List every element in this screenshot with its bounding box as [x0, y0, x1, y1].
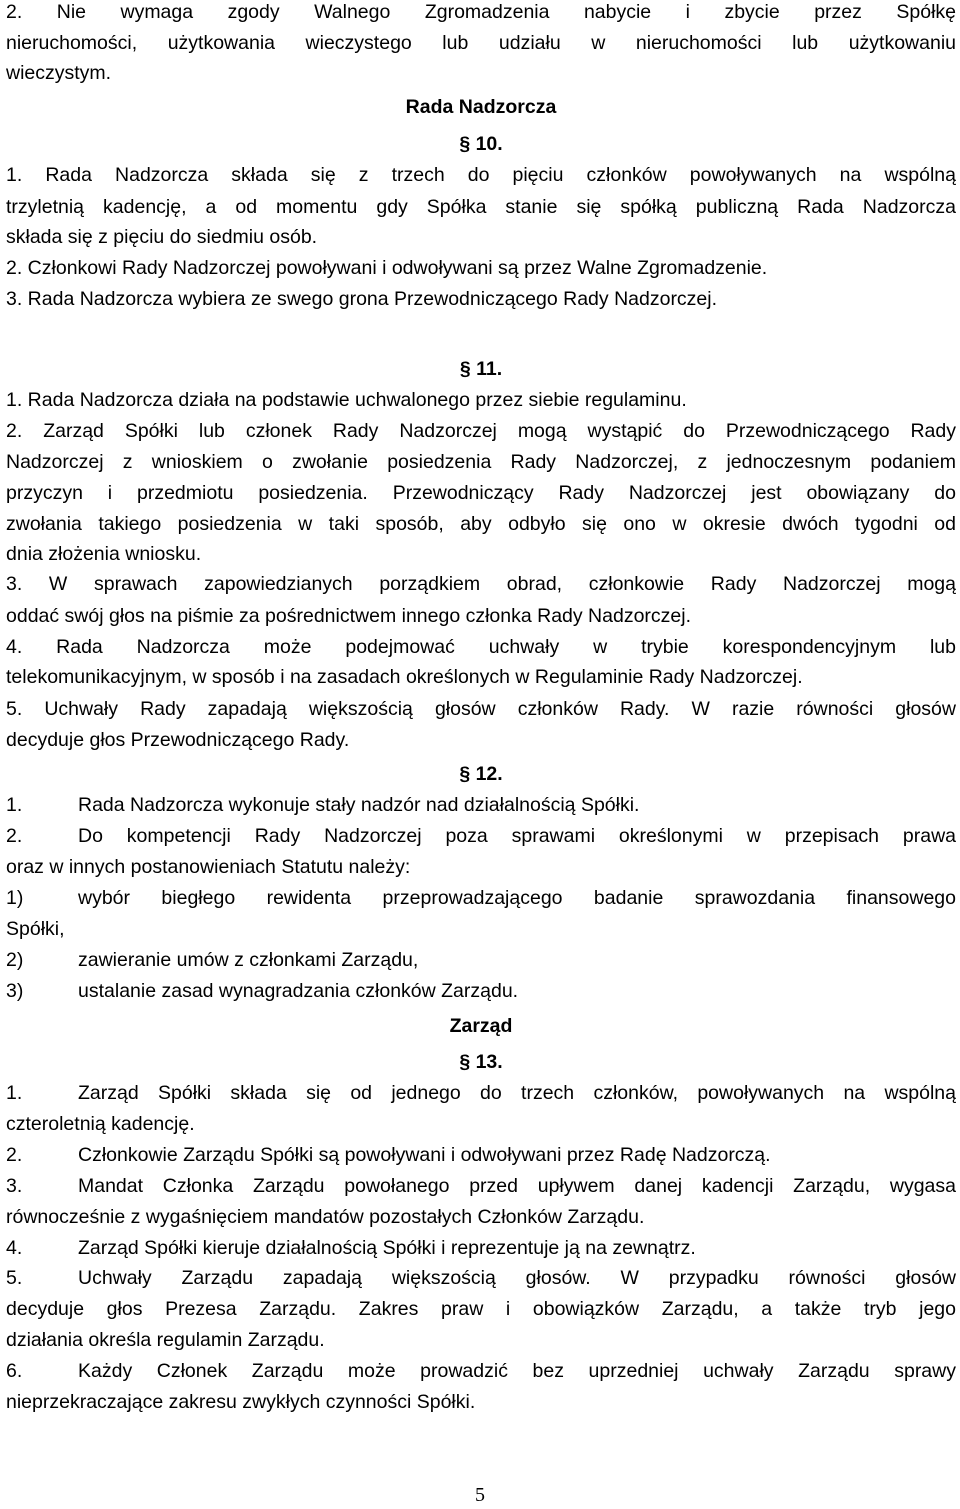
- paragraph-line: nieruchomości, użytkowania wieczystego lub udziału w nieruchomości lub użytkowaniu: [6, 32, 956, 54]
- list-number: 1.: [6, 794, 23, 816]
- list-text: Zarząd Spółki kieruje działalnością Spółki i reprezentuje ją na zewnątrz.: [78, 1237, 696, 1259]
- list-text: wybór biegłego rewidenta przeprowadzającego badanie sprawozdania finansowego: [78, 887, 956, 909]
- paragraph-line: składa się z pięciu do siedmiu osób.: [6, 226, 318, 248]
- paragraph-line: dnia złożenia wniosku.: [6, 543, 202, 565]
- paragraph-line: czteroletnią kadencję.: [6, 1113, 195, 1135]
- paragraph-line: oddać swój głos na piśmie za pośrednictwem innego członka Rady Nadzorczej.: [6, 605, 692, 627]
- list-number: 3.: [6, 1175, 23, 1197]
- list-text: Uchwały Zarządu zapadają większością głosów. W przypadku równości głosów: [78, 1267, 956, 1289]
- list-text: Każdy Członek Zarządu może prowadzić bez uprzedniej uchwały Zarządu sprawy: [78, 1360, 956, 1382]
- list-number: 5.: [6, 1267, 23, 1289]
- paragraph-line: 3. W sprawach zapowiedzianych porządkiem obrad, członkowie Rady Nadzorczej mogą: [6, 573, 956, 595]
- section-heading-zarzad: Zarząd: [449, 1015, 513, 1037]
- paragraph-line: decyduje głos Prezesa Zarządu. Zakres praw i obowiązków Zarządu, a także tryb jego: [6, 1298, 956, 1320]
- paragraph-line: równocześnie z wygaśnięciem mandatów pozostałych Członków Zarządu.: [6, 1206, 645, 1228]
- paragraph-line: wieczystym.: [6, 62, 112, 84]
- paragraph-line: 2. Zarząd Spółki lub członek Rady Nadzorczej mogą wystąpić do Przewodniczącego Rady: [6, 420, 956, 442]
- section-number-12: § 12.: [459, 763, 503, 785]
- list-number: 3): [6, 980, 24, 1002]
- list-number: 4.: [6, 1237, 23, 1259]
- paragraph-line: 2. Nie wymaga zgody Walnego Zgromadzenia nabycie i zbycie przez Spółkę: [6, 1, 956, 23]
- list-number: 2): [6, 949, 24, 971]
- section-heading-rada: Rada Nadzorcza: [405, 96, 557, 118]
- paragraph-line: 5. Uchwały Rady zapadają większością głosów członków Rady. W razie równości głosów: [6, 698, 956, 720]
- list-text: Członkowie Zarządu Spółki są powoływani i odwoływani przez Radę Nadzorczą.: [78, 1144, 771, 1166]
- paragraph-line: 1. Rada Nadzorcza działa na podstawie uchwalonego przez siebie regulaminu.: [6, 389, 687, 411]
- section-number-10: § 10.: [459, 133, 503, 155]
- list-text: Zarząd Spółki składa się od jednego do trzech członków, powoływanych na wspólną: [78, 1082, 956, 1104]
- paragraph-line: działania określa regulamin Zarządu.: [6, 1329, 325, 1351]
- paragraph-line: 1. Rada Nadzorcza składa się z trzech do pięciu członków powoływanych na wspólną: [6, 164, 956, 186]
- paragraph-line: Nadzorczej z wnioskiem o zwołanie posiedzenia Rady Nadzorczej, z jednoczesnym podaniem: [6, 451, 956, 473]
- page-number: 5: [475, 1484, 485, 1506]
- paragraph-line: nieprzekraczające zakresu zwykłych czynności Spółki.: [6, 1391, 476, 1413]
- list-number: 1): [6, 887, 24, 909]
- list-number: 6.: [6, 1360, 23, 1382]
- paragraph-line: 4. Rada Nadzorcza może podejmować uchwały w trybie korespondencyjnym lub: [6, 636, 956, 658]
- list-text: Mandat Członka Zarządu powołanego przed upływem danej kadencji Zarządu, wygasa: [78, 1175, 956, 1197]
- list-text: zawieranie umów z członkami Zarządu,: [78, 949, 419, 971]
- section-number-11: § 11.: [459, 358, 503, 380]
- paragraph-line: zwołania takiego posiedzenia w taki sposób, aby odbyło się ono w okresie dwóch tygodni od: [6, 513, 956, 535]
- section-number-13: § 13.: [459, 1051, 503, 1073]
- paragraph-line: 2. Członkowi Rady Nadzorczej powoływani i odwoływani są przez Walne Zgromadzenie.: [6, 257, 768, 279]
- paragraph-line: trzyletnią kadencję, a od momentu gdy Spółka stanie się spółką publiczną Rada Nadzorcza: [6, 196, 956, 218]
- list-number: 1.: [6, 1082, 23, 1104]
- paragraph-line: 3. Rada Nadzorcza wybiera ze swego grona Przewodniczącego Rady Nadzorczej.: [6, 288, 718, 310]
- paragraph-line: przyczyn i przedmiotu posiedzenia. Przewodniczący Rady Nadzorczej jest obowiązany do: [6, 482, 956, 504]
- list-text: Do kompetencji Rady Nadzorczej poza sprawami określonymi w przepisach prawa: [78, 825, 956, 847]
- paragraph-line: oraz w innych postanowieniach Statutu należy:: [6, 856, 411, 878]
- list-number: 2.: [6, 825, 23, 847]
- list-text: ustalanie zasad wynagradzania członków Zarządu.: [78, 980, 519, 1002]
- paragraph-line: Spółki,: [6, 918, 65, 940]
- paragraph-line: decyduje głos Przewodniczącego Rady.: [6, 729, 350, 751]
- list-text: Rada Nadzorcza wykonuje stały nadzór nad działalnością Spółki.: [78, 794, 640, 816]
- paragraph-line: telekomunikacyjnym, w sposób i na zasadach określonych w Regulaminie Rady Nadzorczej.: [6, 666, 803, 688]
- list-number: 2.: [6, 1144, 23, 1166]
